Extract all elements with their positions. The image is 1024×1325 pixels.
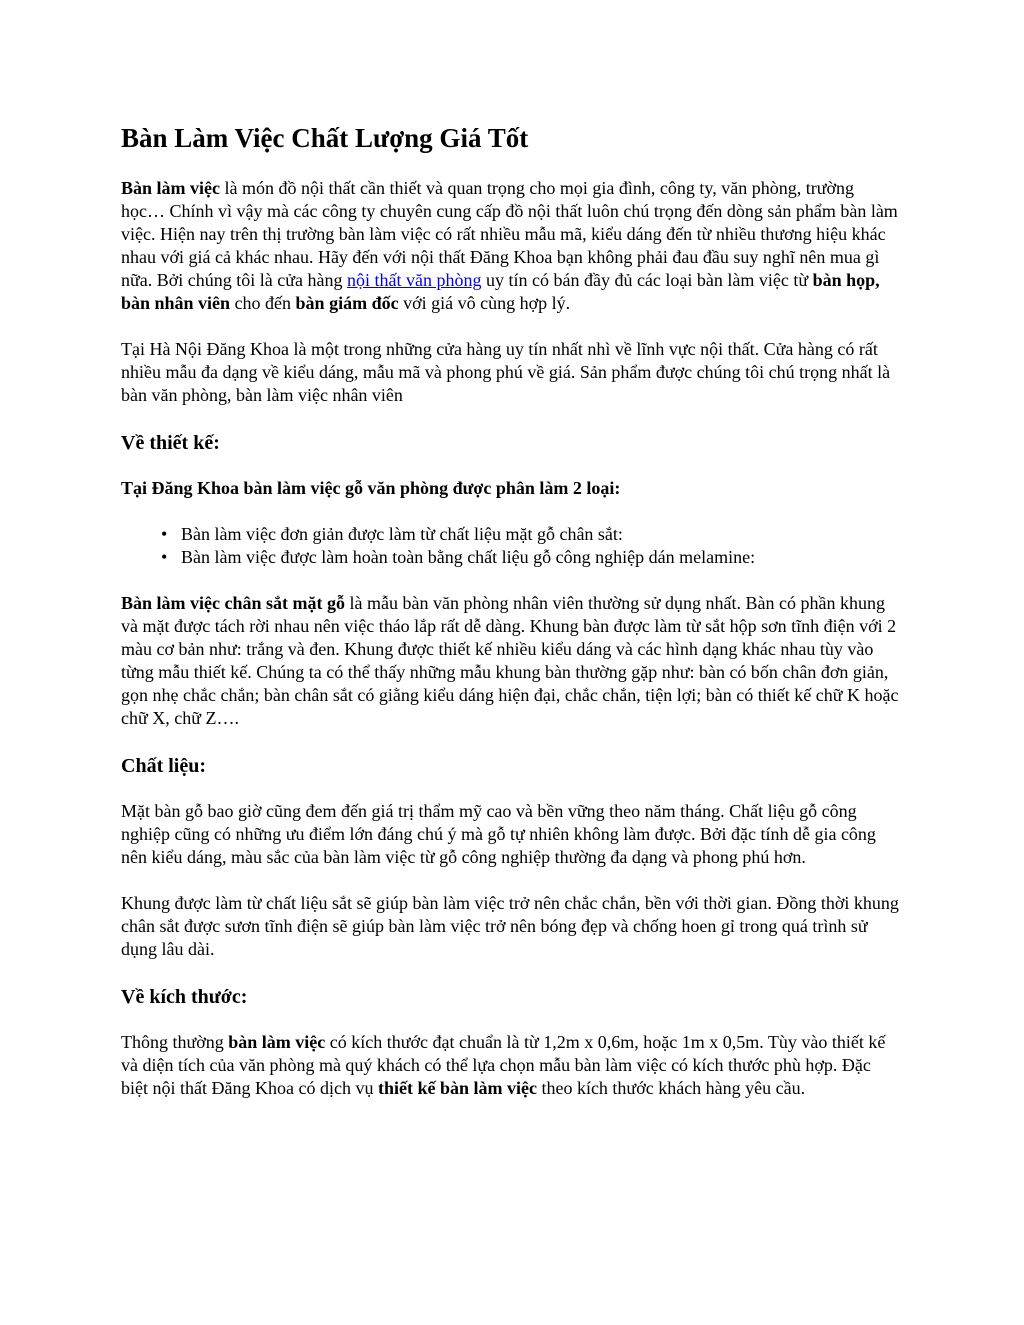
material-heading: Chất liệu:	[121, 755, 206, 777]
intro-text-2: uy tín có bán đầy đủ các loại bàn làm việc từ	[481, 270, 813, 290]
desk-types-list	[121, 523, 901, 569]
intro-paragraph	[121, 177, 901, 315]
design-paragraph-bold: Bàn làm việc chân sắt mặt gỗ	[121, 593, 345, 613]
store-paragraph: Tại Hà Nội Đăng Khoa là một trong những cửa hàng uy tín nhất nhì về lĩnh vực nội thất. Cửa hàng có rất nhiều mẫu đa dạng về kiểu dáng, mẫu mã và phong phú về giá. Sản phẩm được chúng tôi chú trọng nhất là bàn văn phòng, bàn làm việc nhân viên	[121, 339, 891, 405]
size-text-1: Thông thường	[121, 1032, 229, 1052]
intro-text-4: với giá vô cùng hợp lý.	[398, 293, 571, 313]
list-item-text: Bàn làm việc đơn giản được làm từ chất liệu mặt gỗ chân sắt:	[181, 524, 623, 544]
material-paragraph-2: Khung được làm từ chất liệu sắt sẽ giúp bàn làm việc trở nên chắc chắn, bền với thời gian. Đồng thời khung chân sắt được sươn tĩnh điện sẽ giúp bàn làm việc trở nên bóng đẹp và chống hoen gỉ trong quá trình sử dụng lâu dài.	[121, 893, 899, 959]
bullet-icon: •	[161, 524, 168, 544]
intro-text-1: là món đồ nội thất cần thiết và quan trọng cho mọi gia đình, công ty, văn phòng, trường học… Chính vì vậy mà các công ty chuyên cung cấp đồ nội thất luôn chú trọng đến dòng sản phẩm bàn làm việc. Hiện nay trên thị trường bàn làm việc có rất nhiều mẫu mã, kiểu dáng đến từ nhiều thương hiệu khác nhau với giá cả khác nhau. Hãy đến với nội thất Đăng Khoa bạn không phải đau đầu suy nghĩ nên mua gì nữa. Bởi chúng tôi là cửa hàng	[121, 178, 898, 290]
design-paragraph	[121, 592, 901, 730]
list-item	[161, 546, 901, 569]
size-paragraph	[121, 1031, 901, 1100]
office-furniture-link[interactable]: nội thất văn phòng	[346, 270, 482, 290]
design-subheading-text: Tại Đăng Khoa bàn làm việc gỗ văn phòng được phân làm 2 loại:	[121, 478, 621, 498]
size-bold-design: thiết kế bàn làm việc	[377, 1078, 537, 1098]
size-heading: Về kích thước:	[121, 986, 248, 1008]
design-subheading	[121, 477, 901, 500]
intro-bold-desk: Bàn làm việc	[121, 178, 220, 198]
material-paragraph-1: Mặt bàn gỗ bao giờ cũng đem đến giá trị thẩm mỹ cao và bền vững theo năm tháng. Chất liệu gỗ công nghiệp cũng có những ưu điểm lớn đáng chú ý mà gỗ tự nhiên không làm được. Bởi đặc tính dễ gia công nên kiểu dáng, màu sắc của bàn làm việc từ gỗ công nghiệp thường đa dạng và phong phú hơn.	[121, 801, 876, 867]
design-heading: Về thiết kế:	[121, 432, 220, 454]
size-text-2: có kích thước đạt chuẩn là từ 1,2m x 0,6m, hoặc 1m x 0,5m. Tùy vào thiết kế và diện tích của văn phòng mà quý khách có thể lựa chọn mẫu bàn làm việc có kích thước phù hợp. Đặc biệt nội thất Đăng Khoa có dịch vụ	[121, 1032, 886, 1098]
bullet-icon: •	[161, 547, 168, 567]
intro-bold-director: bàn giám đốc	[295, 293, 399, 313]
size-bold-desk: bàn làm việc	[228, 1032, 326, 1052]
list-item-text: Bàn làm việc được làm hoàn toàn bằng chất liệu gỗ công nghiệp dán melamine:	[181, 547, 756, 567]
design-paragraph-text: là mẫu bàn văn phòng nhân viên thường sử dụng nhất. Bàn có phần khung và mặt được tách rời nhau nên việc tháo lắp rất dễ dàng. Khung bàn được làm từ sắt hộp sơn tĩnh điện với 2 màu cơ bản như: trắng và đen. Khung được thiết kế nhiều kiểu dáng và các hình dạng khác nhau tùy vào từng mẫu thiết kế. Chúng ta có thể thấy những mẫu khung bàn thường gặp như: bàn có bốn chân đơn giản, gọn nhẹ chắc chắn; bàn chân sắt có giằng kiểu dáng hiện đại, chắc chắn, tiện lợi; bàn có thiết kế chữ K hoặc chữ X, chữ Z….	[121, 593, 899, 728]
document-page	[121, 120, 901, 1123]
size-text-3: theo kích thước khách hàng yêu cầu.	[536, 1078, 806, 1098]
page-title: Bàn Làm Việc Chất Lượng Giá Tốt	[121, 123, 529, 153]
list-item	[161, 523, 901, 546]
intro-bold-meeting: bàn họp, bàn nhân viên	[121, 270, 880, 313]
intro-text-3: cho đến	[230, 293, 296, 313]
